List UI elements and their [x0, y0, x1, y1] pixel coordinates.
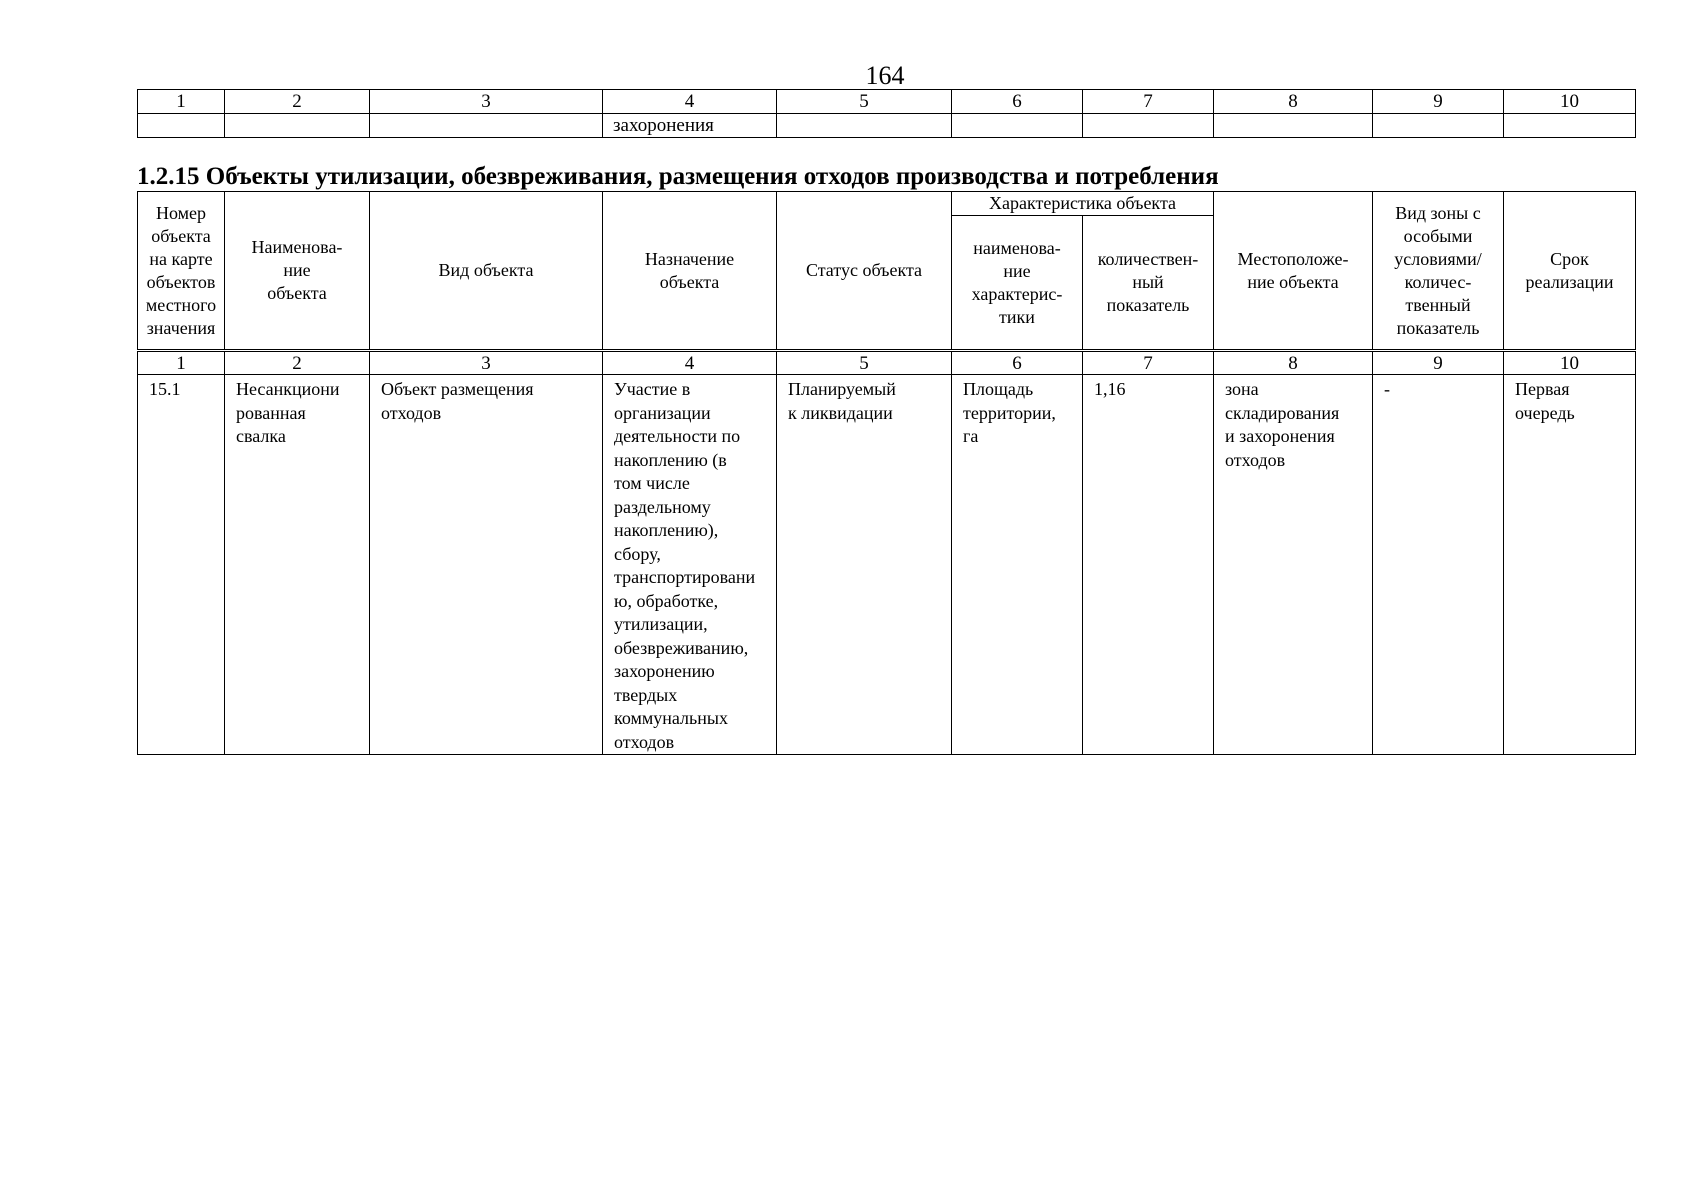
cell-object-name: Несанкциони рованная свалка	[225, 375, 370, 755]
header-object-name: Наименова- ние объекта	[225, 192, 370, 351]
continuation-cell	[138, 114, 225, 138]
column-number: 6	[952, 90, 1083, 114]
column-number: 4	[603, 351, 777, 375]
continuation-cell	[1083, 114, 1214, 138]
column-number: 3	[370, 90, 603, 114]
column-number: 7	[1083, 351, 1214, 375]
continuation-cell	[1504, 114, 1636, 138]
continuation-cell	[1214, 114, 1373, 138]
cell-object-number: 15.1	[138, 375, 225, 755]
continuation-cell: захоронения	[603, 114, 777, 138]
cell-implementation-term: Первая очередь	[1504, 375, 1636, 755]
header-object-purpose: Назначение объекта	[603, 192, 777, 351]
header-characteristic-name: наименова- ние характерис- тики	[952, 216, 1083, 351]
page-number: 164	[865, 61, 905, 90]
continuation-cell	[370, 114, 603, 138]
column-number: 3	[370, 351, 603, 375]
cell-object-purpose: Участие в организации деятельности по накоплению (в том числе раздельному накоплению), сбору, транспортировани ю, обработке, утилизации, обезвреживанию, захоронению твердых коммунальных отходов	[603, 375, 777, 755]
column-number: 9	[1373, 90, 1504, 114]
section-title: 1.2.15 Объекты утилизации, обезвреживания, размещения отходов производства и потребления	[137, 163, 1219, 190]
column-number: 2	[225, 90, 370, 114]
header-object-status: Статус объекта	[777, 192, 952, 351]
column-number: 8	[1214, 90, 1373, 114]
continuation-data-row	[138, 114, 1636, 138]
header-special-zone: Вид зоны с особыми условиями/ количес- твенный показатель	[1373, 192, 1504, 351]
column-number: 8	[1214, 351, 1373, 375]
cell-object-kind: Объект размещения отходов	[370, 375, 603, 755]
column-number: 1	[138, 351, 225, 375]
column-number: 10	[1504, 351, 1636, 375]
continuation-number-row	[138, 90, 1636, 114]
cell-quantitative-indicator: 1,16	[1083, 375, 1214, 755]
cell-special-zone: -	[1373, 375, 1504, 755]
cell-object-location: зона складирования и захоронения отходов	[1214, 375, 1373, 755]
column-number-row	[138, 351, 1636, 375]
waste-objects-table	[137, 191, 1636, 755]
continuation-table	[137, 89, 1636, 138]
column-number: 4	[603, 90, 777, 114]
table-row	[138, 375, 1636, 755]
continuation-cell	[1373, 114, 1504, 138]
header-characteristic-group: Характеристика объекта	[952, 192, 1214, 216]
cell-characteristic-name: Площадь территории, га	[952, 375, 1083, 755]
header-quantitative-indicator: количествен- ный показатель	[1083, 216, 1214, 351]
column-number: 10	[1504, 90, 1636, 114]
column-number: 2	[225, 351, 370, 375]
column-number: 1	[138, 90, 225, 114]
header-object-number: Номер объекта на карте объектов местного значения	[138, 192, 225, 351]
cell-object-status: Планируемый к ликвидации	[777, 375, 952, 755]
header-object-kind: Вид объекта	[370, 192, 603, 351]
column-number: 7	[1083, 90, 1214, 114]
header-object-location: Местоположе- ние объекта	[1214, 192, 1373, 351]
column-number: 5	[777, 90, 952, 114]
column-number: 9	[1373, 351, 1504, 375]
column-number: 6	[952, 351, 1083, 375]
header-implementation-term: Срок реализации	[1504, 192, 1636, 351]
continuation-cell	[777, 114, 952, 138]
column-number: 5	[777, 351, 952, 375]
continuation-cell	[225, 114, 370, 138]
continuation-cell	[952, 114, 1083, 138]
header-row-1	[138, 192, 1636, 216]
